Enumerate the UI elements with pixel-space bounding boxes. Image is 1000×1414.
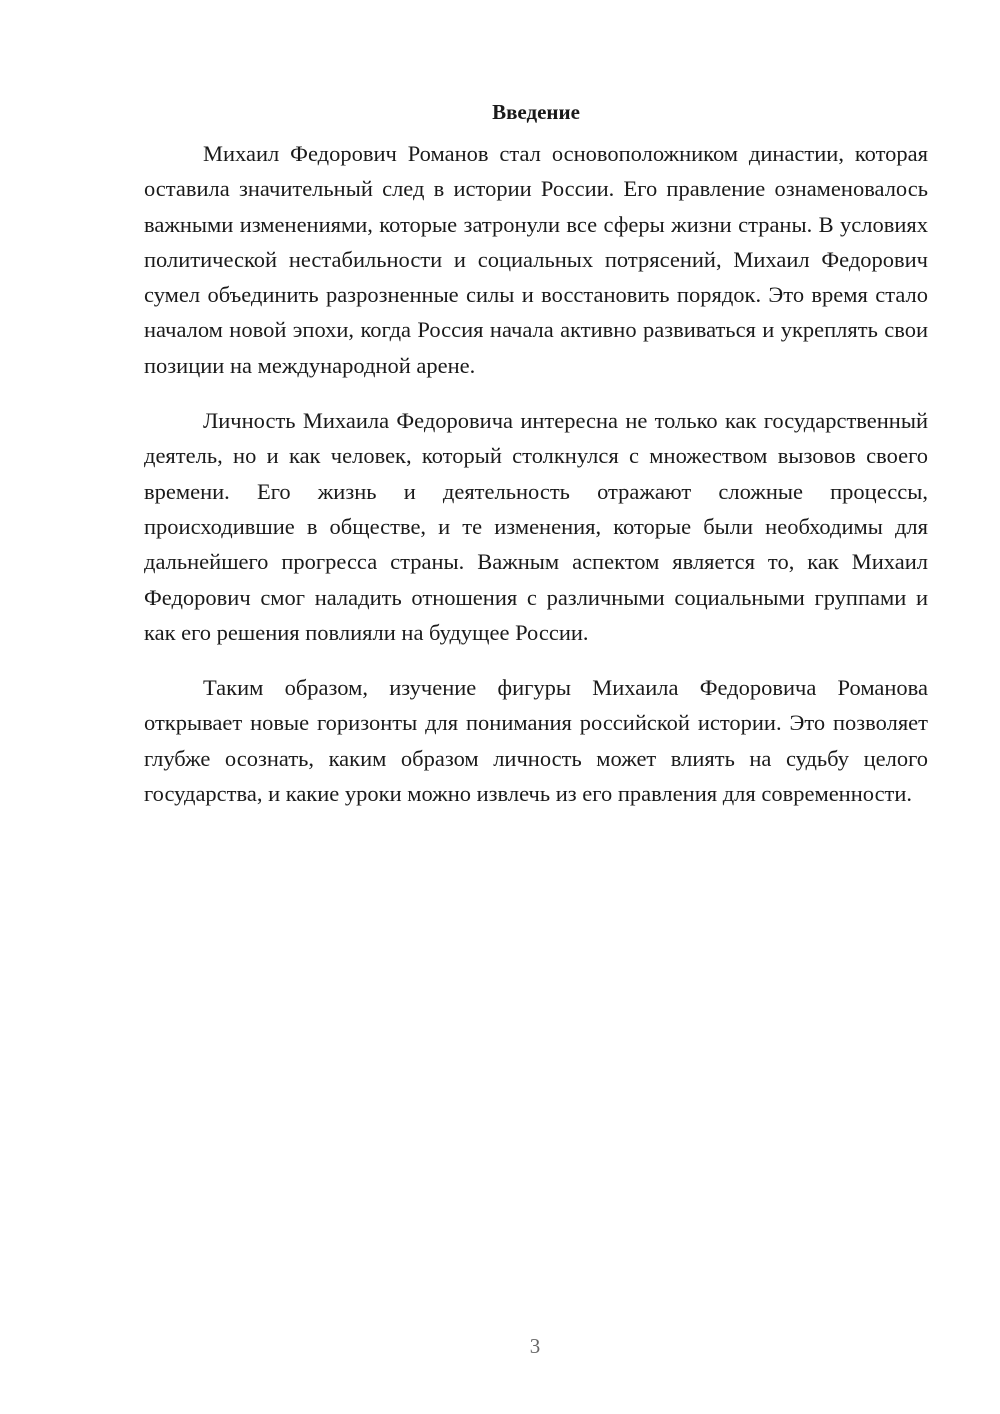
page-number: 3: [529, 1334, 541, 1358]
paragraph-2: Личность Михаила Федоровича интересна не только как государственный деятель, но и как человек, который столкнулся с множеством вызовов своего времени. Его жизнь и деятельность отражают сложные процессы, происходившие в обществе, и те изменения, которые были необходимы для дальнейшего прогресса страны. Важным аспектом является то, как Михаил Федорович смог наладить отношения с различными социальными группами и как его решения повлияли на будущее России.: [144, 408, 928, 645]
paragraph-1: Михаил Федорович Романов стал основоположником династии, которая оставила значительный след в истории России. Его правление ознаменовалось важными изменениями, которые затронули все сферы жизни страны. В условиях политической нестабильности и социальных потрясений, Михаил Федорович сумел объединить разрозненные силы и восстановить порядок. Это время стало началом новой эпохи, когда Россия начала активно развиваться и укреплять свои позиции на международной арене.: [144, 141, 928, 378]
section-heading: Введение: [492, 100, 580, 124]
page-content: [144, 98, 928, 811]
paragraph-3: Таким образом, изучение фигуры Михаила Федоровича Романова открывает новые горизонты для понимания российской истории. Это позволяет глубже осознать, каким образом личность может влиять на судьбу целого государства, и какие уроки можно извлечь из его правления для современности.: [144, 675, 928, 807]
